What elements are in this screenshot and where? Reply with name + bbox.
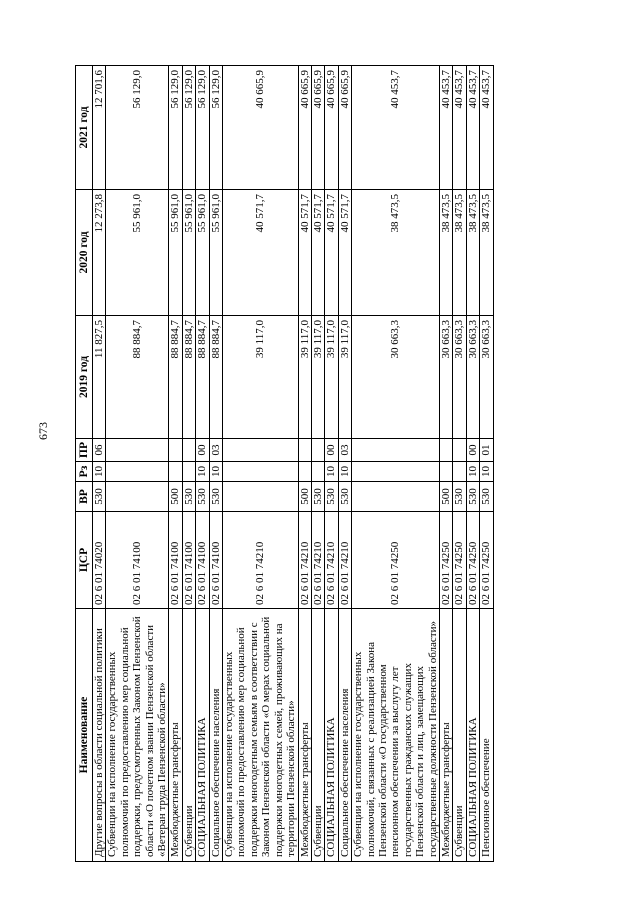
cell-csr: 02 6 01 74250 (453, 512, 466, 609)
cell-pr: 01 (480, 439, 493, 462)
col-header-csr: ЦСР (76, 512, 93, 609)
cell-2021: 40 453,7 (439, 66, 452, 190)
cell-2019: 30 663,3 (466, 316, 479, 439)
cell-csr: 02 6 01 74210 (325, 512, 338, 609)
cell-2020: 38 473,5 (352, 190, 440, 316)
cell-name: Социальное обеспечение населения (338, 609, 351, 862)
cell-pr (169, 439, 182, 462)
cell-2021: 56 129,0 (169, 66, 182, 190)
cell-2021: 56 129,0 (209, 66, 222, 190)
cell-2019: 88 884,7 (182, 316, 195, 439)
cell-2019: 30 663,3 (352, 316, 440, 439)
cell-pr: 03 (209, 439, 222, 462)
cell-csr: 02 6 01 74250 (480, 512, 493, 609)
cell-vr (223, 482, 298, 512)
cell-2020: 40 571,7 (223, 190, 298, 316)
page-number: 673 (36, 422, 50, 440)
cell-name: СОЦИАЛЬНАЯ ПОЛИТИКА (196, 609, 209, 862)
cell-2019: 30 663,3 (453, 316, 466, 439)
cell-csr: 02 6 01 74100 (196, 512, 209, 609)
table-row (466, 66, 479, 862)
cell-name: Субвенции (182, 609, 195, 862)
cell-vr: 530 (453, 482, 466, 512)
col-header-vr: ВР (76, 482, 93, 512)
cell-rz: 10 (325, 462, 338, 482)
cell-name: Межбюджетные трансферты (439, 609, 452, 862)
cell-csr: 02 6 01 74100 (106, 512, 169, 609)
cell-2021: 56 129,0 (196, 66, 209, 190)
cell-vr (106, 482, 169, 512)
cell-csr: 02 6 01 74210 (338, 512, 351, 609)
cell-vr: 530 (325, 482, 338, 512)
cell-name: Социальное обеспечение населения (209, 609, 222, 862)
cell-2019: 39 117,0 (338, 316, 351, 439)
cell-vr: 530 (480, 482, 493, 512)
table-row (439, 66, 452, 862)
cell-csr: 02 6 01 74100 (209, 512, 222, 609)
cell-rz: 10 (93, 462, 106, 482)
rotated-page (75, 66, 530, 862)
table-row (298, 66, 311, 862)
table-row (453, 66, 466, 862)
cell-2019: 88 884,7 (169, 316, 182, 439)
cell-rz (298, 462, 311, 482)
table-row (106, 66, 169, 862)
cell-rz (106, 462, 169, 482)
cell-2019: 39 117,0 (325, 316, 338, 439)
table-row (480, 66, 493, 862)
cell-2020: 55 961,0 (209, 190, 222, 316)
col-header-2021: 2021 год (76, 66, 93, 190)
cell-rz (439, 462, 452, 482)
cell-pr: 00 (325, 439, 338, 462)
table-row (311, 66, 324, 862)
cell-vr: 500 (298, 482, 311, 512)
cell-vr: 530 (196, 482, 209, 512)
cell-2021: 40 665,9 (338, 66, 351, 190)
cell-csr: 02 6 01 74210 (311, 512, 324, 609)
cell-2019: 88 884,7 (196, 316, 209, 439)
cell-2020: 40 571,7 (338, 190, 351, 316)
cell-pr (223, 439, 298, 462)
cell-csr: 02 6 01 74100 (182, 512, 195, 609)
cell-name: Субвенции на исполнение государственных полномочий по предоставлению мер социальной поддержки многодетным семьям в соответствии с Законом Пензенской области «О мерах социальной поддержки многодетных семей, проживающих на территории Пензенской области» (223, 609, 298, 862)
cell-2019: 39 117,0 (298, 316, 311, 439)
cell-2021: 40 453,7 (352, 66, 440, 190)
col-header-name: Наименование (76, 609, 93, 862)
cell-vr: 500 (169, 482, 182, 512)
cell-2019: 88 884,7 (106, 316, 169, 439)
cell-rz (182, 462, 195, 482)
cell-2021: 40 665,9 (223, 66, 298, 190)
cell-rz: 10 (466, 462, 479, 482)
cell-rz (169, 462, 182, 482)
cell-name: Субвенции на исполнение государственных полномочий, связанных с реализацией Закона Пензенской области «О государственном пенсионном обеспечении за выслугу лет государственных гражданских служащих Пензенской области и лиц, замещающих государственные должности Пензенской области» (352, 609, 440, 862)
cell-csr: 02 6 01 74210 (223, 512, 298, 609)
cell-name: Другие вопросы в области социальной политики (93, 609, 106, 862)
cell-2019: 30 663,3 (439, 316, 452, 439)
cell-2019: 39 117,0 (311, 316, 324, 439)
cell-pr (298, 439, 311, 462)
cell-csr: 02 6 01 74250 (439, 512, 452, 609)
table-row (338, 66, 351, 862)
cell-name: Межбюджетные трансферты (169, 609, 182, 862)
table-row (169, 66, 182, 862)
cell-rz (311, 462, 324, 482)
cell-2021: 40 453,7 (466, 66, 479, 190)
cell-pr: 06 (93, 439, 106, 462)
cell-2020: 12 273,8 (93, 190, 106, 316)
table-row (93, 66, 106, 862)
cell-2020: 40 571,7 (298, 190, 311, 316)
table-row (182, 66, 195, 862)
cell-pr (182, 439, 195, 462)
table-row (196, 66, 209, 862)
cell-vr (352, 482, 440, 512)
cell-name: Субвенции на исполнение государственных полномочий по предоставлению мер социальной поддержки, предусмотренных Законом Пензенской области «О почетном звании Пензенской области «Ветеран труда Пензенской области» (106, 609, 169, 862)
table-row (325, 66, 338, 862)
cell-name: СОЦИАЛЬНАЯ ПОЛИТИКА (325, 609, 338, 862)
cell-2021: 56 129,0 (182, 66, 195, 190)
cell-2020: 40 571,7 (311, 190, 324, 316)
col-header-2020: 2020 год (76, 190, 93, 316)
cell-pr (106, 439, 169, 462)
cell-pr (439, 439, 452, 462)
col-header-rz: Рз (76, 462, 93, 482)
cell-name: Субвенции (453, 609, 466, 862)
cell-2019: 39 117,0 (223, 316, 298, 439)
cell-2020: 38 473,5 (480, 190, 493, 316)
cell-pr (453, 439, 466, 462)
cell-2020: 40 571,7 (325, 190, 338, 316)
cell-csr: 02 6 01 74250 (352, 512, 440, 609)
cell-2021: 12 701,6 (93, 66, 106, 190)
cell-rz: 10 (338, 462, 351, 482)
cell-2020: 38 473,5 (439, 190, 452, 316)
header-row (76, 66, 93, 862)
cell-2020: 38 473,5 (453, 190, 466, 316)
cell-name: Субвенции (311, 609, 324, 862)
cell-vr: 530 (311, 482, 324, 512)
cell-2021: 40 453,7 (480, 66, 493, 190)
table-row (209, 66, 222, 862)
cell-pr: 00 (466, 439, 479, 462)
cell-csr: 02 6 01 74250 (466, 512, 479, 609)
budget-table (75, 65, 494, 862)
cell-2021: 40 665,9 (298, 66, 311, 190)
cell-vr: 500 (439, 482, 452, 512)
cell-2021: 40 453,7 (453, 66, 466, 190)
cell-rz: 10 (196, 462, 209, 482)
col-header-pr: ПР (76, 439, 93, 462)
cell-2019: 11 827,5 (93, 316, 106, 439)
cell-name: Межбюджетные трансферты (298, 609, 311, 862)
cell-vr: 530 (209, 482, 222, 512)
cell-2020: 38 473,5 (466, 190, 479, 316)
cell-pr: 03 (338, 439, 351, 462)
cell-vr: 530 (338, 482, 351, 512)
cell-rz: 10 (209, 462, 222, 482)
cell-vr: 530 (93, 482, 106, 512)
cell-csr: 02 6 01 74020 (93, 512, 106, 609)
cell-vr: 530 (182, 482, 195, 512)
cell-rz (352, 462, 440, 482)
cell-rz (223, 462, 298, 482)
cell-2021: 56 129,0 (106, 66, 169, 190)
table-row (352, 66, 440, 862)
cell-name: СОЦИАЛЬНАЯ ПОЛИТИКА (466, 609, 479, 862)
cell-2021: 40 665,9 (311, 66, 324, 190)
cell-rz (453, 462, 466, 482)
cell-2020: 55 961,0 (169, 190, 182, 316)
table-row (223, 66, 298, 862)
cell-2019: 88 884,7 (209, 316, 222, 439)
cell-vr: 530 (466, 482, 479, 512)
cell-2019: 30 663,3 (480, 316, 493, 439)
cell-pr (311, 439, 324, 462)
cell-2021: 40 665,9 (325, 66, 338, 190)
cell-csr: 02 6 01 74100 (169, 512, 182, 609)
cell-pr: 00 (196, 439, 209, 462)
cell-2020: 55 961,0 (196, 190, 209, 316)
cell-csr: 02 6 01 74210 (298, 512, 311, 609)
cell-rz: 10 (480, 462, 493, 482)
cell-name: Пенсионное обеспечение (480, 609, 493, 862)
cell-2020: 55 961,0 (106, 190, 169, 316)
cell-2020: 55 961,0 (182, 190, 195, 316)
col-header-2019: 2019 год (76, 316, 93, 439)
cell-pr (352, 439, 440, 462)
